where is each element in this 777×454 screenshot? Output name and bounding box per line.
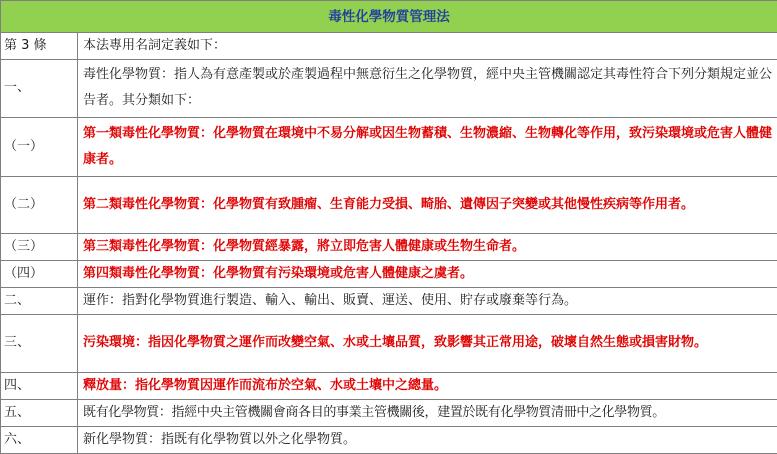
item-label: 六、	[1, 426, 78, 453]
definition-class-4: 第四類毒性化學物質：化學物質有污染環境或危害人體健康之虞者。	[78, 261, 777, 288]
definition-toxic-chemical: 毒性化學物質：指人為有意產製或於產製過程中無意衍生之化學物質，經中央主管機關認定其毒性符合下列分類規定並公告者。其分類如下：	[78, 60, 777, 117]
definition-new-chemical: 新化學物質：指既有化學物質以外之化學物質。	[78, 426, 777, 453]
definition-class-1: 第一類毒性化學物質：化學物質在環境中不易分解或因生物蓄積、生物濃縮、生物轉化等作用，致污染環境或危害人體健康者。	[78, 117, 777, 176]
item-label: 五、	[1, 399, 78, 426]
item-label: 一、	[1, 60, 78, 117]
table-row	[1, 117, 777, 176]
definition-operation: 運作：指對化學物質進行製造、輸入、輸出、販賣、運送、使用、貯存或廢棄等行為。	[78, 288, 777, 315]
subitem-label: （一）	[1, 117, 78, 176]
table-row	[1, 372, 777, 399]
table-row	[1, 315, 777, 372]
definition-class-2: 第二類毒性化學物質：化學物質有致腫瘤、生育能力受損、畸胎、遺傳因子突變或其他慢性疾病等作用者。	[78, 176, 777, 233]
subitem-label: （四）	[1, 261, 78, 288]
item-label: 二、	[1, 288, 78, 315]
table-row	[1, 288, 777, 315]
article-label: 第 3 條	[1, 33, 78, 60]
table-title: 毒性化學物質管理法	[1, 1, 777, 33]
definition-release-amount: 釋放量：指化學物質因運作而流布於空氣、水或土壤中之總量。	[78, 372, 777, 399]
table-row	[1, 60, 777, 117]
table-row	[1, 234, 777, 261]
table-row	[1, 399, 777, 426]
article-intro: 本法專用名詞定義如下：	[78, 33, 777, 60]
subitem-label: （二）	[1, 176, 78, 233]
definition-class-3: 第三類毒性化學物質：化學物質經暴露，將立即危害人體健康或生物生命者。	[78, 234, 777, 261]
definition-environmental-pollution: 污染環境：指因化學物質之運作而改變空氣、水或土壤品質，致影響其正常用途，破壞自然生態或損害財物。	[78, 315, 777, 372]
table-row	[1, 261, 777, 288]
item-label: 四、	[1, 372, 78, 399]
item-label: 三、	[1, 315, 78, 372]
subitem-label: （三）	[1, 234, 78, 261]
table-row	[1, 33, 777, 60]
table-row	[1, 176, 777, 233]
table-row	[1, 426, 777, 453]
table-header-row	[1, 1, 777, 33]
definition-existing-chemical: 既有化學物質：指經中央主管機關會商各目的事業主管機關後，建置於既有化學物質清冊中之化學物質。	[78, 399, 777, 426]
